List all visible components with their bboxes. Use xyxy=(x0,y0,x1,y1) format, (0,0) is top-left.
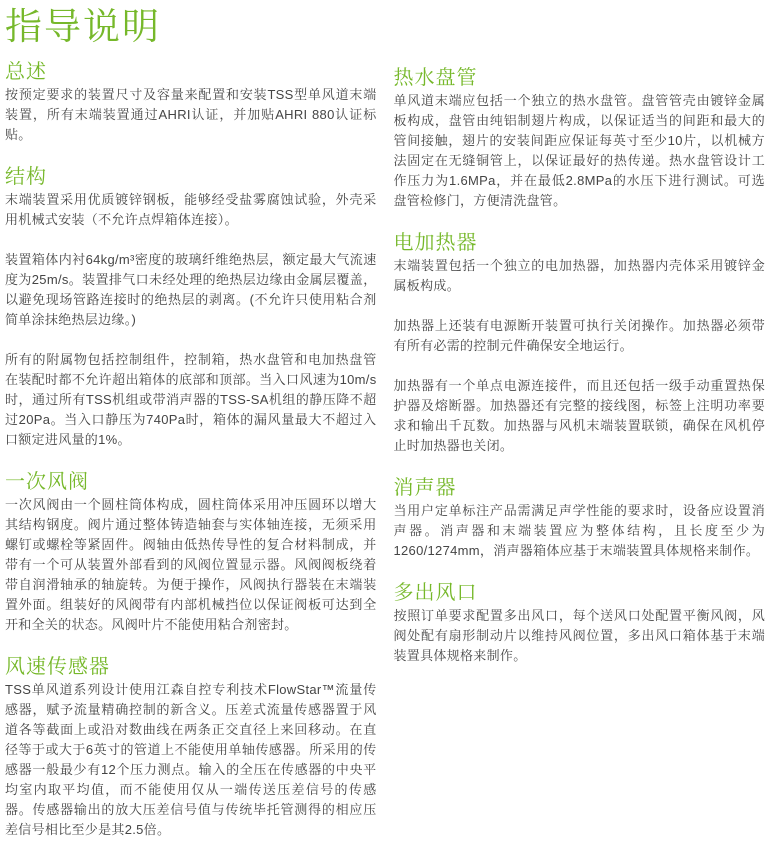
section-silencer xyxy=(394,477,766,561)
section-heading-structure: 结构 xyxy=(5,165,47,188)
paragraph: 末端装置采用优质镀锌钢板，能够经受盐雾腐蚀试验，外壳采用机械式安装（不允许点焊箱体连接）。 xyxy=(5,191,377,227)
paragraph: 按预定要求的装置尺寸及容量来配置和安装TSS型单风道末端装置，所有末端装置通过AHRI认证，并加贴AHRI 880认证标贴。 xyxy=(5,86,377,142)
left-column xyxy=(5,61,377,861)
section-electric-heater xyxy=(394,232,766,456)
paragraph: 按照订单要求配置多出风口，每个送风口处配置平衡风阀，风阀处配有扇形制动片以维持风阀位置，多出风口箱体基于末端装置具体规格来制作。 xyxy=(393,607,765,663)
section-primary-air-damper xyxy=(5,471,377,635)
paragraph: 末端装置包括一个独立的电加热器，加热器内壳体采用镀锌金属板构成。 xyxy=(393,257,765,293)
paragraph: 装置箱体内衬64kg/m³密度的玻璃纤维绝热层，额定最大气流速度为25m/s。装置排气口未经处理的绝热层边缘由金属层覆盖，以避免现场管路连接时的绝热层的剥离。(不允许只使用粘合剂简单涂抹绝热层边缘。) xyxy=(5,251,377,327)
paragraph: 加热器有一个单点电源连接件，而且还包括一级手动重置热保护器及熔断器。加热器还有完整的接线图，标签上注明功率要求和输出千瓦数。加热器与风机末端装置联锁，确保在风机停止时加热器也关闭。 xyxy=(393,377,765,453)
page-title: 指导说明 xyxy=(5,6,161,47)
section-heading-primary-air-damper: 一次风阀 xyxy=(5,470,89,493)
section-hot-water-coil xyxy=(394,67,766,211)
section-airflow-sensor xyxy=(5,656,377,840)
paragraph: 当用户定单标注产品需满足声学性能的要求时，设备应设置消声器。消声器和末端装置应为整体结构，且长度至少为1260/1274mm，消声器箱体应基于末端装置具体规格来制作。 xyxy=(393,502,765,558)
section-heading-silencer: 消声器 xyxy=(393,476,457,499)
section-heading-electric-heater: 电加热器 xyxy=(393,231,478,254)
right-column xyxy=(394,61,766,861)
paragraph: 所有的附属物包括控制组件，控制箱，热水盘管和电加热盘管在装配时都不允许超出箱体的底部和顶部。当入口风速为10m/s时，通过所有TSS机组或带消声器的TSS-SA机组的静压降不超过20Pa。当入口静压为740Pa时，箱体的漏风量最大不超过入口额定进风量的1%。 xyxy=(5,351,377,447)
section-heading-hot-water-coil: 热水盘管 xyxy=(393,66,478,89)
section-overview xyxy=(5,61,377,145)
section-structure xyxy=(5,166,377,450)
section-heading-airflow-sensor: 风速传感器 xyxy=(5,655,110,678)
paragraph: 一次风阀由一个圆柱筒体构成，圆柱筒体采用冲压圆环以增大其结构钢度。阀片通过整体铸造轴套与实体轴连接，无须采用螺钉或螺栓等紧固件。阀轴由低热传导性的复合材料制成，并带有一个可从装置外部看到的风阀位置显示器。风阀阀板绕着带自润滑轴承的轴旋转。为便于操作，风阀执行器装在末端装置外面。组装好的风阀带有内部机械挡位以保证阀板可达到全开和全关的状态。风阀叶片不能使用粘合剂密封。 xyxy=(5,496,377,632)
paragraph: TSS单风道系列设计使用江森自控专利技术FlowStar™流量传感器，赋予流量精确控制的新含义。压差式流量传感器置于风道各等截面上或沿对数曲线在两条正交直径上来回移动。在直径等于或大于6英寸的管道上不能使用单轴传感器。所采用的传感器一般最少有12个压力测点。输入的全压在传感器的中央平均室内取平均值，而不能使用仅从一端传送压差信号的传感器。传感器输出的放大压差信号值与传统毕托管测得的相应压差信号相比至少是其2.5倍。 xyxy=(5,681,377,837)
section-heading-overview: 总述 xyxy=(5,60,47,83)
section-heading-multiple-outlets: 多出风口 xyxy=(393,581,478,604)
paragraph: 加热器上还装有电源断开装置可执行关闭操作。加热器必须带有所有必需的控制元件确保安全地运行。 xyxy=(393,317,765,353)
paragraph: 单风道末端应包括一个独立的热水盘管。盘管管壳由镀锌金属板构成，盘管由纯铝制翅片构成，以保证适当的间距和最大的管间接触，翅片的安装间距应保证每英寸至少10片，以机械方法固定在无缝铜管上，以保证最好的热传递。热水盘管设计工作压力为1.6MPa，并在最低2.8MPa的水压下进行测试。可选盘管检修门，方便清洗盘管。 xyxy=(393,92,765,208)
two-column-layout xyxy=(5,61,765,861)
section-multiple-outlets xyxy=(394,582,766,666)
